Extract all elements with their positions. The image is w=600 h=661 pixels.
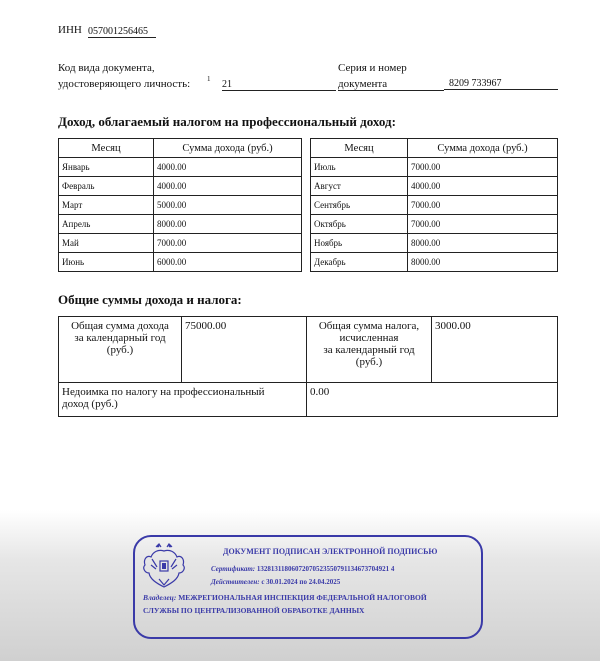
month-cell: Май xyxy=(59,234,154,253)
month-cell: Октябрь xyxy=(311,215,408,234)
table-row xyxy=(59,253,302,272)
table-row xyxy=(311,158,558,177)
table-row xyxy=(311,253,558,272)
table-row xyxy=(59,234,302,253)
arrears-label xyxy=(59,383,307,417)
month-header: Месяц xyxy=(311,139,408,158)
table-row xyxy=(59,196,302,215)
amount-cell: 7000.00 xyxy=(408,215,558,234)
month-cell: Сентябрь xyxy=(311,196,408,215)
total-tax-label-line: исчисленная xyxy=(339,332,399,344)
amount-header: Сумма дохода (руб.) xyxy=(408,139,558,158)
income-table-right xyxy=(310,138,558,272)
valid-value: с 30.01.2024 по 24.04.2025 xyxy=(261,578,341,586)
inn-label: ИНН xyxy=(58,24,82,36)
table-row xyxy=(311,177,558,196)
arrears-label-line: Недоимка по налогу на профессиональный xyxy=(62,386,265,398)
month-cell: Декабрь xyxy=(311,253,408,272)
totals-section-title: Общие суммы дохода и налога: xyxy=(58,292,242,307)
signature-title: ДОКУМЕНТ ПОДПИСАН ЭЛЕКТРОННОЙ ПОДПИСЬЮ xyxy=(223,547,438,556)
certificate-row xyxy=(211,565,394,573)
amount-cell: 7000.00 xyxy=(154,234,302,253)
certificate-label: Сертификат: xyxy=(211,565,256,573)
month-cell: Январь xyxy=(59,158,154,177)
totals-table xyxy=(58,316,558,417)
valid-row xyxy=(211,578,340,586)
amount-cell: 6000.00 xyxy=(154,253,302,272)
table-row xyxy=(311,215,558,234)
owner-line-1: МЕЖРЕГИОНАЛЬНАЯ ИНСПЕКЦИЯ ФЕДЕРАЛЬНОЙ НАЛОГОВОЙ xyxy=(178,593,427,602)
month-cell: Март xyxy=(59,196,154,215)
doc-series-value: 8209 733967 xyxy=(444,78,558,90)
amount-cell: 8000.00 xyxy=(154,215,302,234)
amount-cell: 5000.00 xyxy=(154,196,302,215)
table-row xyxy=(59,215,302,234)
total-tax-label-line: Общая сумма налога, xyxy=(318,320,420,332)
arrears-label-line: доход (руб.) xyxy=(62,398,118,410)
month-cell: Апрель xyxy=(59,215,154,234)
arrears-value: 0.00 xyxy=(307,383,558,417)
doc-code-label-2: удостоверяющего личность: xyxy=(58,78,191,90)
coat-of-arms-icon xyxy=(139,541,189,593)
certificate-value: 13281311806072070523550791134673704921 4 xyxy=(256,565,395,573)
total-tax-value: 3000.00 xyxy=(432,317,558,383)
table-row xyxy=(59,177,302,196)
total-tax-label xyxy=(307,317,432,383)
doc-code-value: 21 xyxy=(222,79,336,91)
total-tax-label-line: за календарный год xyxy=(323,344,415,356)
total-income-label-line: Общая сумма дохода xyxy=(71,320,169,332)
amount-cell: 4000.00 xyxy=(154,177,302,196)
valid-label: Действителен: xyxy=(211,578,260,586)
month-header: Месяц xyxy=(59,139,154,158)
owner-label: Владелец: xyxy=(143,593,177,602)
amount-cell: 8000.00 xyxy=(408,253,558,272)
month-cell: Август xyxy=(311,177,408,196)
table-row xyxy=(59,158,302,177)
inn-value: 057001256465 xyxy=(88,26,156,38)
table-row xyxy=(311,196,558,215)
income-table-left xyxy=(58,138,302,272)
total-income-label-line: за календарный год xyxy=(74,332,166,344)
amount-cell: 7000.00 xyxy=(408,196,558,215)
amount-cell: 4000.00 xyxy=(154,158,302,177)
amount-header: Сумма дохода (руб.) xyxy=(154,139,302,158)
total-tax-label-line: (руб.) xyxy=(355,356,383,368)
month-cell: Февраль xyxy=(59,177,154,196)
amount-cell: 4000.00 xyxy=(408,177,558,196)
signature-stamp xyxy=(133,535,483,639)
month-cell: Июль xyxy=(311,158,408,177)
owner-line-2: СЛУЖБЫ ПО ЦЕНТРАЛИЗОВАННОЙ ОБРАБОТКЕ ДАННЫХ xyxy=(143,606,365,615)
doc-code-label-1: Код вида документа, xyxy=(58,62,155,74)
doc-series-label-2: документа xyxy=(338,78,444,91)
amount-cell: 8000.00 xyxy=(408,234,558,253)
month-cell: Ноябрь xyxy=(311,234,408,253)
table-row xyxy=(311,234,558,253)
total-income-label-line: (руб.) xyxy=(106,344,134,356)
month-cell: Июнь xyxy=(59,253,154,272)
income-section-title: Доход, облагаемый налогом на профессиональный доход: xyxy=(58,114,396,129)
amount-cell: 7000.00 xyxy=(408,158,558,177)
doc-series-label-1: Серия и номер xyxy=(338,62,407,74)
total-income-label xyxy=(59,317,182,383)
footnote-marker: 1 xyxy=(207,75,211,83)
owner-row xyxy=(143,593,427,602)
total-income-value: 75000.00 xyxy=(182,317,307,383)
